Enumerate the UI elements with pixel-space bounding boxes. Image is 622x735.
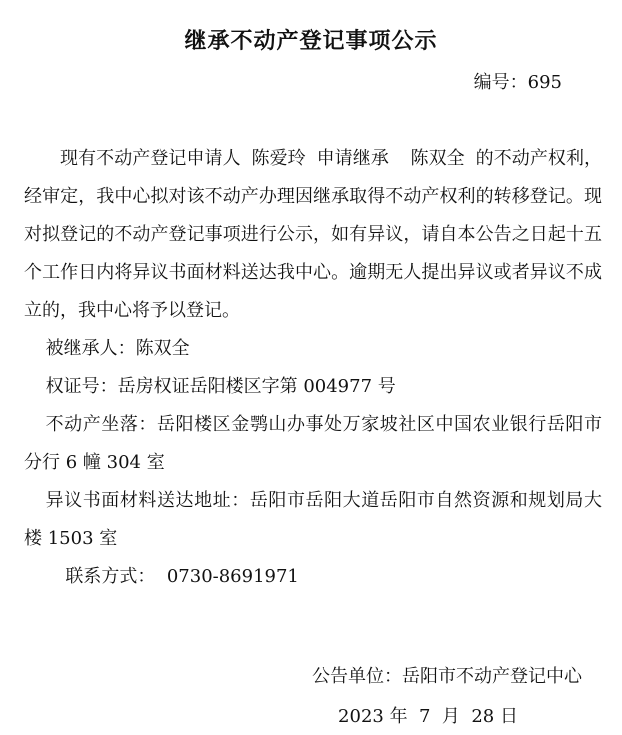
certificate-line: 权证号：岳房权证岳阳楼区字第 004977 号 xyxy=(45,376,396,397)
intro-part3: 的不动产权利，经审定，我中心拟对该不动产办理因继承取得不动产权利的转移登记。现对拟登记的不动产登记事项进行公示，如有异议，请自本公告之日起十五个工作日内将异议书面材料送达我中心。逾期无人提出异议或者异议不成立的，我中心将予以登记。 xyxy=(24,148,603,321)
notice-body xyxy=(24,140,602,596)
intro-part2: 申请继承 xyxy=(316,148,389,169)
notice-title: 继承不动产登记事项公示 xyxy=(184,29,438,54)
decedent-line: 被继承人：陈双全 xyxy=(45,338,190,359)
intro-paragraph xyxy=(24,140,602,330)
contact-line: 联系方式： 0730-8691971 xyxy=(65,566,299,587)
intro-part1: 现有不动产登记申请人 xyxy=(60,148,241,169)
decedent-name: 陈双全 xyxy=(410,148,465,169)
objection-address-line: 异议书面材料送达地址：岳阳市岳阳大道岳阳市自然资源和规划局大楼 1503 室 xyxy=(24,490,602,549)
location-line: 不动产坐落：岳阳楼区金鹗山办事处万家坡社区中国农业银行岳阳市分行 6 幢 304 室 xyxy=(24,414,602,473)
notice-date: 2023 年 7 月 28 日 xyxy=(338,706,518,727)
applicant-name: 陈爱玲 xyxy=(251,148,306,169)
serial-number: 编号：695 xyxy=(473,72,562,93)
issuer-line: 公告单位：岳阳市不动产登记中心 xyxy=(312,666,582,687)
